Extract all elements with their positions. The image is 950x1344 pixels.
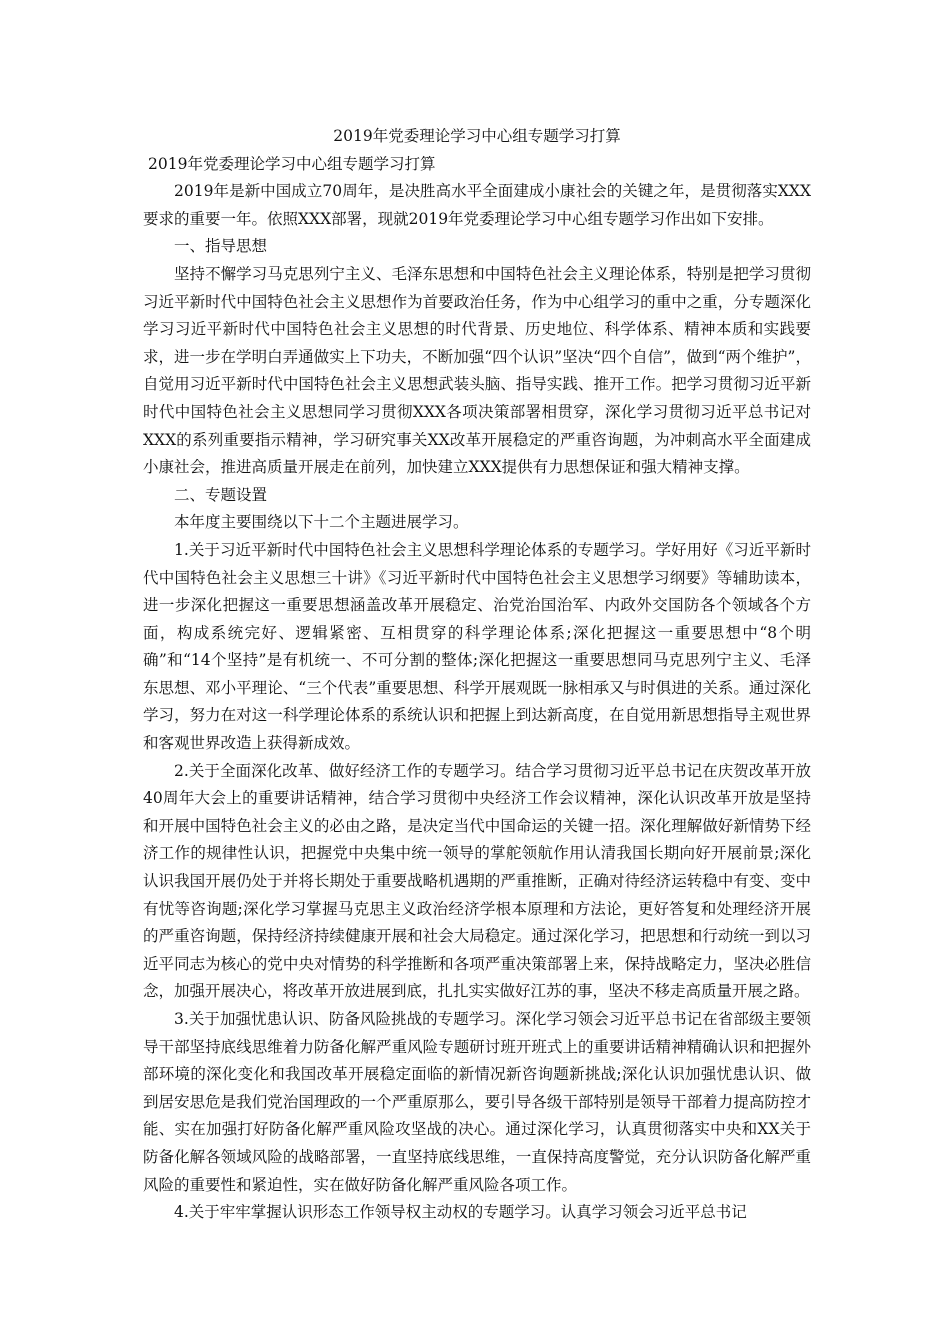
document-subtitle: 2019年党委理论学习中心组专题学习打算 — [148, 154, 436, 173]
section-heading-topics: 二、专题设置 — [174, 485, 268, 504]
section-heading-guiding-thought: 一、指导思想 — [174, 237, 268, 256]
document-title: 2019年党委理论学习中心组专题学习打算 — [333, 127, 621, 145]
guiding-thought-paragraph: 坚持不懈学习马克思列宁主义、毛泽东思想和中国特色社会主义理论体系，特别是把学习贯彻习近平新时代中国特色社会主义思想作为首要政治任务，作为中心组学习的重中之重，分专题深化学习习近平新时代中国特色社会主义思想的时代背景、历史地位、科学体系、精神本质和实践要求，进一步在学明白弄通做实上下功夫，不断加强“四个认识”坚决“四个自信”，做到“两个维护”，自觉用习近平新时代中国特色社会主义思想武装头脑、指导实践、推开工作。把学习贯彻习近平新时代中国特色社会主义思想同学习贯彻XXX各项决策部署相贯穿，深化学习贯彻习近平总书记对XXX的系列重要指示精神，学习研究事关XX改革开展稳定的严重咨询题，为冲刺高水平全面建成小康社会，推进高质量开展走在前列，加快建立XXX提供有力思想保证和强大精神支撑。 — [143, 264, 811, 477]
topic-item: 2.关于全面深化改革、做好经济工作的专题学习。结合学习贯彻习近平总书记在庆贺改革开放40周年大会上的重要讲话精神，结合学习贯彻中央经济工作会议精神，深化认识改革开放是坚持和开展中国特色社会主义的必由之路，是决定当代中国命运的关键一招。深化理解做好新情势下经济工作的规律性认识，把握党中央集中统一领导的掌舵领航作用认清我国长期向好开展前景;深化认识我国开展仍处于并将长期处于重要战略机遇期的严重推断，正确对待经济运转稳中有变、变中有忧等咨询题;深化学习掌握马克思主义政治经济学根本原理和方法论，更好答复和处理经济开展的严重咨询题，保持经济持续健康开展和社会大局稳定。通过深化学习，把思想和行动统一到以习近平同志为核心的党中央对情势的科学推断和各项严重决策部署上来，保持战略定力，坚决必胜信念，加强开展决心，将改革开放进展到底，扎扎实实做好江苏的事，坚决不移走高质量开展之路。 — [143, 761, 811, 1001]
document-body — [143, 123, 811, 1227]
topic-item: 1.关于习近平新时代中国特色社会主义思想科学理论体系的专题学习。学好用好《习近平新时代中国特色社会主义思想三十讲》《习近平新时代中国特色社会主义思想学习纲要》等辅助读本，进一步深化把握这一重要思想涵盖改革开展稳定、治党治国治军、内政外交国防各个领域各个方面，构成系统完好、逻辑紧密、互相贯穿的科学理论体系;深化把握这一重要思想中“8个明确”和“14个坚持”是有机统一、不可分割的整体;深化把握这一重要思想同马克思列宁主义、毛泽东思想、邓小平理论、“三个代表”重要思想、科学开展观既一脉相承又与时俱进的关系。通过深化学习，努力在对这一科学理论体系的系统认识和把握上到达新高度，在自觉用新思想指导主观世界和客观世界改造上获得新成效。 — [143, 540, 811, 753]
topics-lead-paragraph: 本年度主要围绕以下十二个主题进展学习。 — [174, 513, 469, 532]
topic-item: 3.关于加强忧患认识、防备风险挑战的专题学习。深化学习领会习近平总书记在省部级主要领导干部坚持底线思维着力防备化解严重风险专题研讨班开班式上的重要讲话精神精确认识和把握外部环境的深化变化和我国改革开展稳定面临的新情况新咨询题新挑战;深化认识加强忧患认识、做到居安思危是我们党治国理政的一个严重原那么，要引导各级干部特别是领导干部着力提高防控才能、实在加强打好防备化解严重风险攻坚战的决心。通过深化学习，认真贯彻落实中央和XX关于防备化解各领域风险的战略部署，一直坚持底线思维，一直保持高度警觉，充分认识防备化解严重风险的重要性和紧迫性，实在做好防备化解严重风险各项工作。 — [143, 1010, 811, 1194]
topic-item: 4.关于牢牢掌握认识形态工作领导权主动权的专题学习。认真学习领会习近平总书记 — [174, 1203, 747, 1222]
intro-paragraph: 2019年是新中国成立70周年，是决胜高水平全面建成小康社会的关键之年，是贯彻落实XXX要求的重要一年。依照XXX部署，现就2019年党委理论学习中心组专题学习作出如下安排。 — [143, 182, 811, 228]
